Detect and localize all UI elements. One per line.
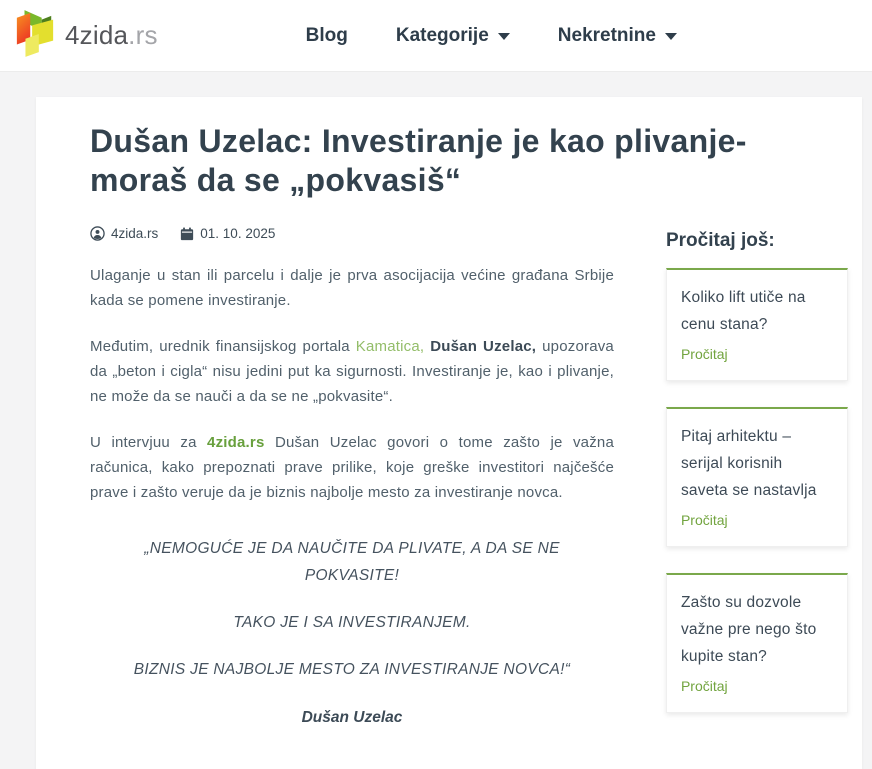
article-column (90, 226, 623, 739)
paragraph-1: Ulaganje u stan ili parcelu i dalje je prva asocijacija većine građana Srbije kada se pomene investiranje. (90, 267, 614, 309)
paragraph-3-text-after: Dušan Uzelac govori o tome zašto je važna računica, kako prepoznati prave prilike, koje greške investitori najčešće prave i zašto veruje da je biznis najbolje mesto za investiranje novca. (90, 434, 614, 501)
content-card (36, 97, 862, 769)
site-logo[interactable] (14, 9, 158, 62)
procitaj-link[interactable]: Pročitaj (680, 678, 728, 694)
related-article-card (666, 573, 848, 713)
calendar-icon (180, 227, 194, 241)
read-more-sidebar (666, 226, 848, 739)
chevron-down-icon (498, 33, 510, 40)
procitaj-link[interactable]: Pročitaj (680, 346, 728, 362)
logo-wordmark (65, 20, 158, 51)
related-article-title: Zašto su dozvole važne pre nego što kupite stan? (680, 594, 817, 665)
person-name-bold: Dušan Uzelac, (430, 338, 537, 355)
logo-mark-icon (14, 9, 56, 62)
author-name: 4zida.rs (111, 226, 159, 241)
paragraph-3 (90, 430, 614, 505)
site-header (0, 0, 872, 72)
logo-tld-text: .rs (128, 20, 158, 50)
quote-block (90, 535, 614, 727)
main-nav (306, 25, 677, 47)
nav-item-nekretnine[interactable] (558, 25, 677, 47)
related-article-title: Pitaj arhitektu – serijal korisnih saveta se nastavlja (680, 428, 817, 499)
4zida-link[interactable]: 4zida.rs (207, 434, 265, 451)
nav-blog-label: Blog (305, 24, 348, 46)
date-meta (180, 226, 275, 241)
nav-kategorije-label: Kategorije (395, 24, 489, 46)
procitaj-link[interactable]: Pročitaj (680, 512, 728, 528)
article-title: Dušan Uzelac: Investiranje je kao plivanje-moraš da se „pokvasiš“ (90, 123, 747, 198)
article-meta (90, 226, 623, 241)
paragraph-2 (90, 334, 614, 409)
content-columns (90, 226, 848, 739)
paragraph-3-text: U intervjuu za (90, 434, 197, 451)
related-article-title: Koliko lift utiče na cenu stana? (680, 289, 806, 333)
kamatica-link[interactable]: Kamatica, (355, 338, 425, 355)
logo-brand-text: 4zida (65, 20, 129, 50)
quote-signature: Dušan Uzelac (301, 709, 403, 726)
nav-nekretnine-label: Nekretnine (557, 24, 656, 46)
nav-item-kategorije[interactable] (396, 25, 510, 47)
quote-line-2: TAKO JE I SA INVESTIRANJEM. (233, 614, 471, 631)
related-article-card (666, 268, 848, 381)
author-icon (90, 226, 105, 241)
article-body (90, 263, 614, 727)
quote-line-1: „NEMOGUĆE JE DA NAUČITE DA PLIVATE, A DA SE NE POKVASITE! (144, 540, 560, 584)
publish-date: 01. 10. 2025 (200, 226, 276, 241)
quote-line-3: BIZNIS JE NAJBOLJE MESTO ZA INVESTIRANJE NOVCA!“ (133, 661, 571, 678)
related-article-card (666, 407, 848, 547)
chevron-down-icon (665, 33, 677, 40)
paragraph-2-text: Međutim, urednik finansijskog portala (90, 338, 350, 355)
author-meta[interactable] (90, 226, 158, 241)
nav-item-blog[interactable] (306, 25, 348, 47)
paragraph-2-text-after: upozorava da „beton i cigla“ nisu jedini put ka sigurnosti. Investiranje je, kao i plivanje, ne može da se nauči a da se ne „pokvasite“. (90, 338, 614, 405)
sidebar-heading: Pročitaj još: (665, 230, 775, 251)
